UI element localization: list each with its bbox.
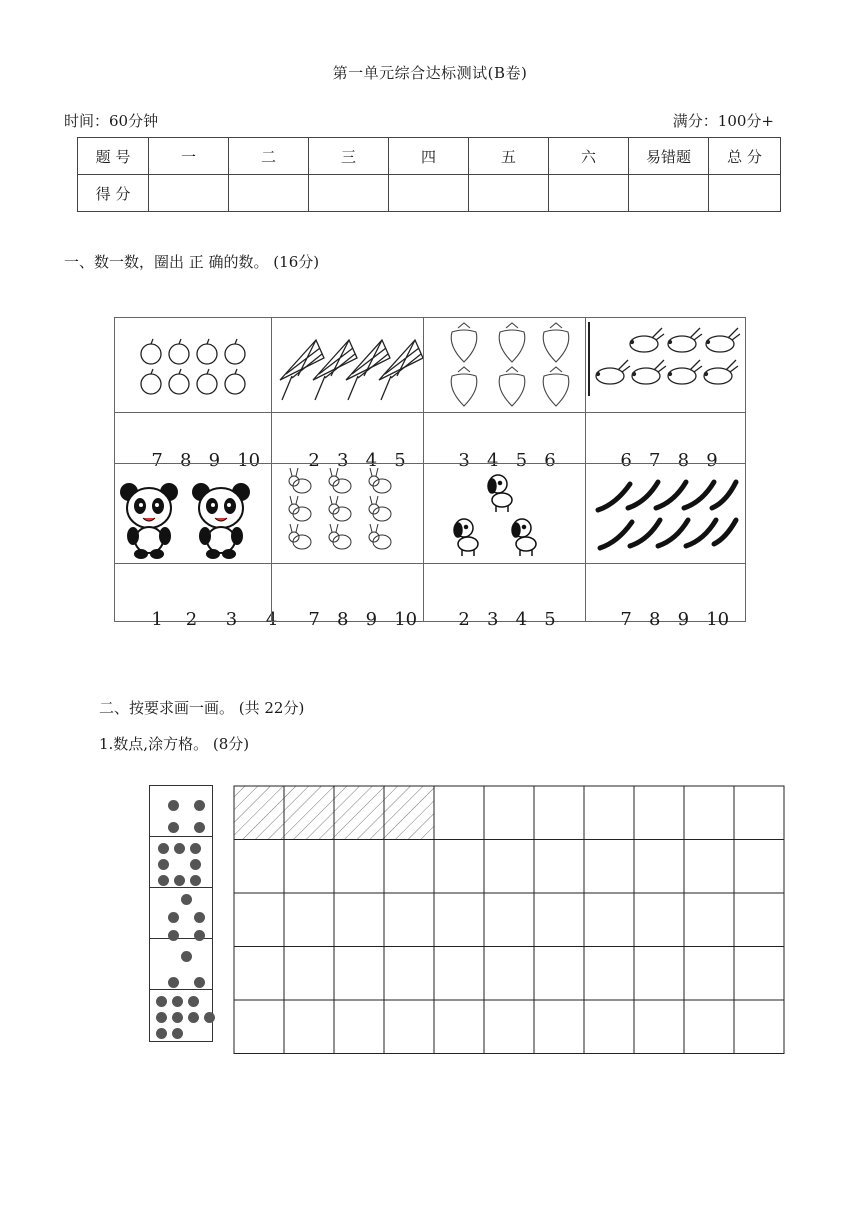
birds-picture (586, 318, 745, 412)
option[interactable]: 3 (336, 450, 349, 471)
grid-cell[interactable] (284, 893, 334, 947)
grid-cell[interactable] (734, 786, 784, 840)
puppies-picture (424, 464, 585, 563)
grid-cell[interactable] (334, 947, 384, 1001)
picture-cell-rabbits (271, 463, 424, 564)
dot (158, 859, 169, 870)
grid-cell[interactable] (684, 1000, 734, 1054)
score-header-cell: 总 分 (709, 138, 781, 175)
dot (168, 977, 179, 988)
score-header-cell: 二 (229, 138, 309, 175)
option[interactable]: 7 (620, 609, 632, 630)
grid-cell[interactable] (384, 893, 434, 947)
grid-cell[interactable] (684, 947, 734, 1001)
counting-grid (114, 317, 746, 630)
grid-cell[interactable] (384, 840, 434, 894)
grid-cell[interactable] (634, 947, 684, 1001)
grid-cell[interactable] (234, 840, 284, 894)
grid-cell[interactable] (534, 786, 584, 840)
picture-cell-puppies (423, 463, 586, 564)
option[interactable]: 2 (185, 609, 198, 630)
dot (181, 894, 192, 905)
grid-cell[interactable] (384, 947, 434, 1001)
number-cell (423, 563, 586, 630)
grid-cell[interactable] (484, 947, 534, 1001)
dot (172, 996, 183, 1007)
picture-cell-pandas (114, 463, 272, 564)
score-header-cell: 六 (549, 138, 629, 175)
dot (190, 859, 201, 870)
dot-die (150, 939, 212, 990)
grid-cell[interactable] (734, 840, 784, 894)
grid-cell[interactable] (234, 947, 284, 1001)
grid-cell[interactable] (284, 1000, 334, 1054)
grid-cell[interactable] (684, 893, 734, 947)
score-entry-cell[interactable] (469, 175, 549, 212)
dot (156, 1028, 167, 1039)
grid-cell[interactable] (284, 947, 334, 1001)
dot (172, 1028, 183, 1039)
grid-cell[interactable] (534, 893, 584, 947)
option[interactable]: 6 (544, 450, 556, 471)
grid-cell[interactable] (434, 947, 484, 1001)
grid-cell[interactable] (584, 1000, 634, 1054)
dot (194, 977, 205, 988)
option[interactable]: 9 (706, 450, 718, 471)
shaded-grid-cell[interactable] (234, 786, 284, 840)
grid-cell[interactable] (584, 840, 634, 894)
options-cucumbers[interactable] (586, 588, 729, 651)
score-entry-cell[interactable] (149, 175, 229, 212)
grid-cell[interactable] (234, 893, 284, 947)
score-entry-cell[interactable] (309, 175, 389, 212)
grid-cell[interactable] (334, 840, 384, 894)
page-title: 第一单元综合达标测试(B卷) (332, 64, 528, 82)
score-entry-cell[interactable] (229, 175, 309, 212)
full-score-label: 满分：100分+ (672, 112, 774, 130)
shaded-grid-cell[interactable] (384, 786, 434, 840)
score-row-label: 得 分 (78, 175, 149, 212)
option[interactable]: 8 (336, 609, 349, 630)
oranges-picture (115, 318, 271, 412)
grid-cell[interactable] (384, 1000, 434, 1054)
section2-subheading: 1.数点,涂方格。 (8分) (99, 735, 250, 753)
cucumbers-picture (586, 464, 745, 563)
option[interactable]: 5 (394, 450, 406, 471)
score-table-header-row (78, 138, 781, 175)
score-entry-cell[interactable] (629, 175, 709, 212)
dot (158, 843, 169, 854)
grid-cell[interactable] (634, 786, 684, 840)
option[interactable]: 9 (677, 609, 690, 630)
grid-cell[interactable] (584, 947, 634, 1001)
grid-cell[interactable] (634, 1000, 684, 1054)
score-entry-cell[interactable] (709, 175, 781, 212)
paint-grid[interactable] (233, 785, 789, 1057)
dot (172, 1012, 183, 1023)
umbrellas-picture (272, 318, 423, 412)
options-puppies[interactable] (424, 588, 556, 651)
dot (204, 1012, 215, 1023)
score-header-cell: 三 (309, 138, 389, 175)
grid-cell[interactable] (584, 893, 634, 947)
dot (190, 843, 201, 854)
option[interactable]: 3 (486, 609, 499, 630)
option[interactable]: 6 (620, 450, 632, 471)
score-table (77, 137, 781, 212)
dot (194, 822, 205, 833)
option[interactable]: 10 (237, 450, 261, 471)
option[interactable]: 3 (458, 450, 470, 471)
option[interactable]: 3 (225, 609, 238, 630)
grid-cell[interactable] (434, 786, 484, 840)
option[interactable]: 1 (151, 609, 163, 630)
number-cell (271, 563, 424, 630)
dot-die (150, 990, 212, 1041)
picture-cell-cucumbers (585, 463, 746, 564)
option[interactable]: 7 (151, 450, 163, 471)
grid-cell[interactable] (284, 840, 334, 894)
picture-cell-birds (585, 317, 746, 413)
score-header-cell: 五 (469, 138, 549, 175)
dot (188, 996, 199, 1007)
picture-cell-umbrellas (271, 317, 424, 413)
picture-cell-oranges (114, 317, 272, 413)
shaded-grid-cell[interactable] (284, 786, 334, 840)
number-cell (585, 563, 746, 630)
score-header-cell: 题 号 (78, 138, 149, 175)
grid-cell[interactable] (734, 947, 784, 1001)
grid-cell[interactable] (584, 786, 634, 840)
dot-die (150, 888, 212, 939)
dot (190, 875, 201, 886)
option[interactable]: 4 (265, 609, 278, 630)
number-cell (585, 412, 746, 471)
dot (174, 843, 185, 854)
grid-cell[interactable] (484, 1000, 534, 1054)
option[interactable]: 4 (515, 609, 528, 630)
shaded-grid-cell[interactable] (334, 786, 384, 840)
option[interactable]: 5 (515, 450, 528, 471)
options-rabbits[interactable] (274, 588, 417, 651)
grid-cell[interactable] (534, 840, 584, 894)
time-label: 时间：60分钟 (64, 112, 159, 130)
dot (156, 1012, 167, 1023)
dot (168, 912, 179, 923)
options-pandas[interactable] (117, 588, 277, 651)
option[interactable]: 7 (308, 609, 320, 630)
score-entry-cell[interactable] (389, 175, 469, 212)
dot (168, 800, 179, 811)
grid-cell[interactable] (534, 1000, 584, 1054)
grid-cell[interactable] (484, 840, 534, 894)
dot (158, 875, 169, 886)
grid-cell[interactable] (334, 893, 384, 947)
score-header-cell: 易错题 (629, 138, 709, 175)
option[interactable]: 8 (677, 450, 690, 471)
option[interactable]: 2 (308, 450, 320, 471)
picture-cell-strawberries (423, 317, 586, 413)
grid-cell[interactable] (484, 893, 534, 947)
dot-die (150, 837, 212, 888)
score-header-cell: 四 (389, 138, 469, 175)
dot (174, 875, 185, 886)
dot-die (150, 786, 212, 837)
rabbits-picture (272, 464, 423, 563)
number-cell (271, 412, 424, 471)
grid-cell[interactable] (684, 840, 734, 894)
score-table-score-row (78, 175, 781, 212)
grid-cell[interactable] (234, 1000, 284, 1054)
dot (181, 951, 192, 962)
option[interactable]: 5 (544, 609, 556, 630)
option[interactable]: 7 (648, 450, 661, 471)
grid-cell[interactable] (634, 893, 684, 947)
grid-cell[interactable] (684, 786, 734, 840)
grid-cell[interactable] (434, 840, 484, 894)
number-cell (423, 412, 586, 471)
grid-cell[interactable] (634, 840, 684, 894)
grid-cell[interactable] (484, 786, 534, 840)
section1-heading: 一、数一数，圈出 正 确的数。 (16分) (64, 253, 320, 271)
number-cell (114, 563, 278, 630)
dot (156, 996, 167, 1007)
dot (188, 1012, 199, 1023)
pandas-picture (115, 464, 271, 563)
score-entry-cell[interactable] (549, 175, 629, 212)
grid-cell[interactable] (734, 1000, 784, 1054)
section2-heading: 二、按要求画一画。 (共 22分) (99, 699, 305, 717)
option[interactable]: 2 (458, 609, 470, 630)
option[interactable]: 4 (486, 450, 499, 471)
dot (194, 912, 205, 923)
strawberries-picture (424, 318, 585, 412)
dice-column (149, 785, 213, 1042)
option[interactable]: 9 (208, 450, 221, 471)
option[interactable]: 4 (365, 450, 378, 471)
grid-cell[interactable] (334, 1000, 384, 1054)
option[interactable]: 8 (179, 450, 192, 471)
option[interactable]: 9 (365, 609, 378, 630)
option[interactable]: 10 (706, 609, 730, 630)
dot (168, 822, 179, 833)
score-header-cell: 一 (149, 138, 229, 175)
option[interactable]: 8 (648, 609, 661, 630)
dot (194, 800, 205, 811)
grid-cell[interactable] (734, 893, 784, 947)
number-cell (114, 412, 272, 471)
grid-cell[interactable] (434, 893, 484, 947)
grid-cell[interactable] (434, 1000, 484, 1054)
option[interactable]: 10 (394, 609, 418, 630)
grid-cell[interactable] (534, 947, 584, 1001)
